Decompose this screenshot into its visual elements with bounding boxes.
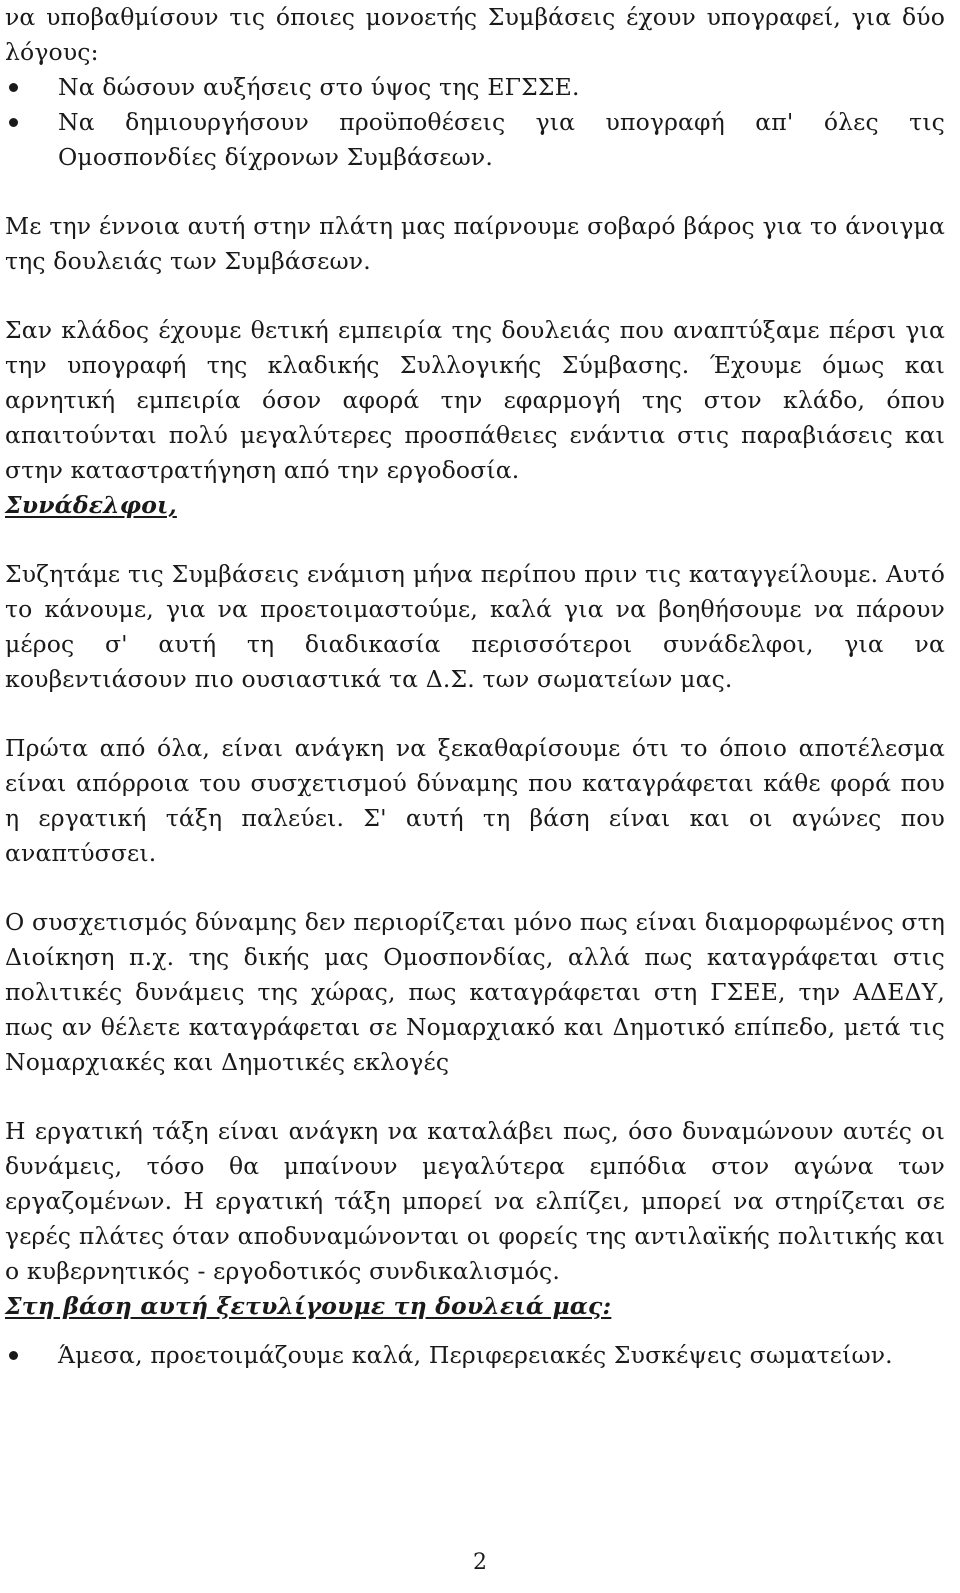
list-item: [5, 105, 945, 175]
list-item-text: Να δώσουν αυξήσεις στο ύψος της ΕΓΣΣΕ.: [58, 73, 580, 101]
paragraph-working-class: Η εργατική τάξη είναι ανάγκη να καταλάβει πως, όσο δυναμώνουν αυτές οι δυνάμεις, τόσο θα μπαίνουν μεγαλύτερα εμπόδια στον αγώνα των εργαζομένων. Η εργατική τάξη μπορεί να ελπίζει, μπορεί να στηρίζεται σε γερές πλάτες όταν αποδυναμώνονται οι φορείς της αντιλαϊκής πολιτικής και ο κυβερνητικός - εργοδοτικός συνδικαλισμός.: [5, 1117, 945, 1285]
paragraph-balance-of-power: Πρώτα από όλα, είναι ανάγκη να ξεκαθαρίσουμε ότι το όποιο αποτέλεσμα είναι απόρροια του συσχετισμού δύναμης που καταγράφεται κάθε φορά που η εργατική τάξη παλεύει. Σ' αυτή τη βάση είναι και οι αγώνες που αναπτύσσει.: [5, 734, 945, 867]
paragraph-contracts-weight: Με την έννοια αυτή στην πλάτη μας παίρνουμε σοβαρό βάρος για το άνοιγμα της δουλειάς των Συμβάσεων.: [5, 212, 945, 275]
bullet-icon: [9, 83, 18, 92]
paragraph-sector-experience: Σαν κλάδος έχουμε θετική εμπειρία της δουλειάς που αναπτύξαμε πέρσι για την υπογραφή της κλαδικής Συλλογικής Σύμβασης. Έχουμε όμως και αρνητική εμπειρία όσον αφορά την εφαρμογή της στον κλάδο, όπου απαιτούνται πολύ μεγαλύτερες προσπάθειες ενάντια στις παραβιάσεις και στην καταστρατήγηση από την εργοδοσία.: [5, 316, 945, 484]
list-item-text: Άμεσα, προετοιμάζουμε καλά, Περιφερειακές Συσκέψεις σωματείων.: [58, 1341, 893, 1369]
intro-paragraph: να υποβαθμίσουν τις όποιες μονοετής Συμβάσεις έχουν υπογραφεί, για δύο λόγους:: [5, 3, 945, 66]
bullet-icon: [9, 118, 18, 127]
bullet-icon: [9, 1351, 18, 1360]
page-number: 2: [473, 1550, 487, 1575]
paragraph-discussion: Συζητάμε τις Συμβάσεις ενάμιση μήνα περίπου πριν τις καταγγείλουμε. Αυτό το κάνουμε, για να προετοιμαστούμε, καλά για να βοηθήσουμε να πάρουν μέρος σ' αυτή τη διαδικασία περισσότεροι συνάδελφοι, για να κουβεντιάσουν πιο ουσιαστικά τα Δ.Σ. των σωματείων μας.: [5, 560, 945, 693]
list-item: [5, 1338, 945, 1373]
list-item: [5, 70, 945, 105]
heading-basis: Στη βάση αυτή ξετυλίγουμε τη δουλειά μας:: [5, 1292, 612, 1320]
heading-colleagues: Συνάδελφοι,: [5, 491, 177, 519]
reasons-list: [5, 70, 945, 175]
list-item-text: Να δημιουργήσουν προϋποθέσεις για υπογραφή απ' όλες τις Ομοσπονδίες δίχρονων Συμβάσεων.: [58, 108, 945, 171]
paragraph-power-distribution: Ο συσχετισμός δύναμης δεν περιορίζεται μόνο πως είναι διαμορφωμένος στη Διοίκηση π.χ. της δικής μας Ομοσπονδίας, αλλά πως καταγράφεται στις πολιτικές δυνάμεις της χώρας, πως καταγράφεται στη ΓΣΕΕ, την ΑΔΕΔΥ, πως αν θέλετε καταγράφεται σε Νομαρχιακό και Δημοτικό επίπεδο, μετά τις Νομαρχιακές και Δημοτικές εκλογές: [5, 908, 945, 1076]
actions-list: [5, 1338, 945, 1373]
